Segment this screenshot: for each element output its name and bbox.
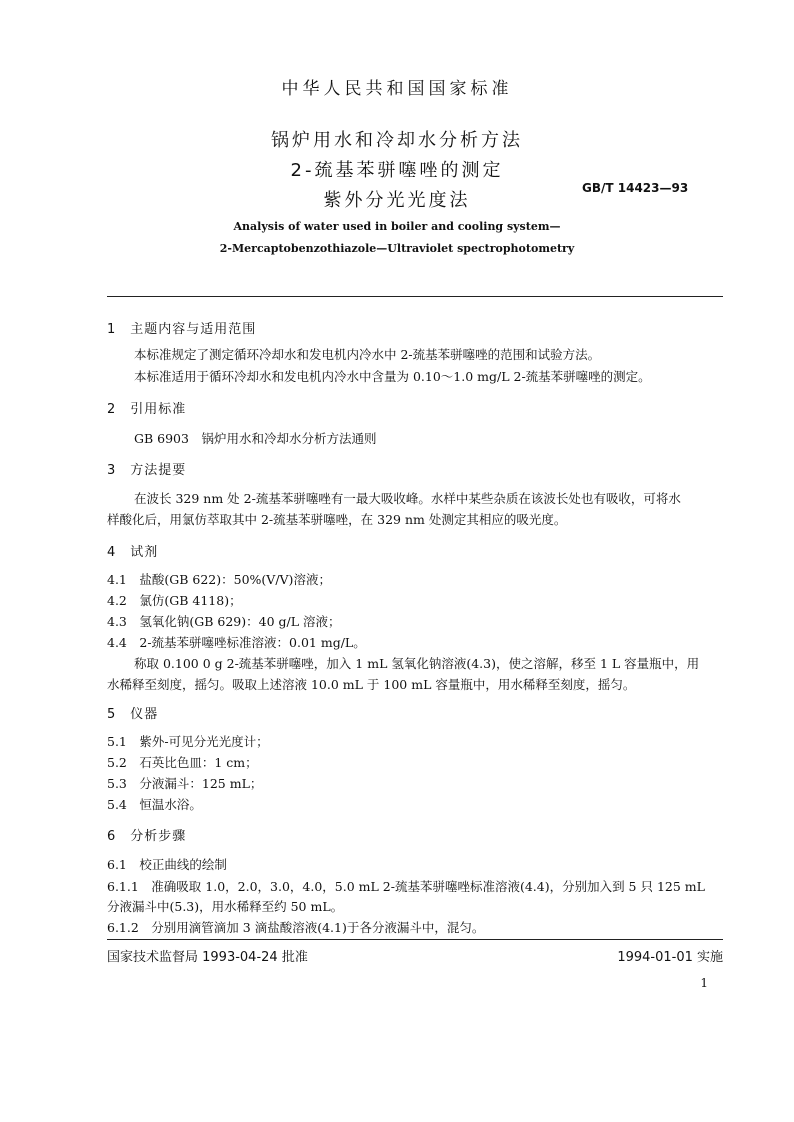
english-title-line-2: 2-Mercaptobenzothiazole—Ultraviolet spectrophotometry	[219, 242, 575, 255]
procedure-item-6-1-2: 6.1.2 分别用滴管滴加 3 滴盐酸溶液(4.1)于各分液漏斗中，混匀。	[107, 920, 485, 935]
section-1-paragraph-2: 本标准适用于循环冷却水和发电机内冷水中含量为 0.10～1.0 mg/L 2-巯基苯骈噻唑的测定。	[134, 369, 651, 384]
header-divider	[107, 296, 723, 297]
apparatus-item-5-1: 5.1 紫外-可见分光光度计；	[107, 734, 269, 749]
approval-date: 国家技术监督局 1993-04-24 批准	[107, 950, 308, 965]
section-4-heading: 4 试剂	[107, 545, 159, 560]
reagent-item-4-4: 4.4 2-巯基苯骈噻唑标准溶液：0.01 mg/L。	[107, 635, 366, 650]
footer-divider	[107, 939, 723, 940]
title-line-1: 锅炉用水和冷却水分析方法	[271, 130, 523, 151]
reagent-prep-line-1: 称取 0.100 0 g 2-巯基苯骈噻唑，加入 1 mL 氢氧化钠溶液(4.3)，使之溶解，移至 1 L 容量瓶中，用	[134, 656, 700, 671]
title-line-2: 2-巯基苯骈噻唑的测定	[290, 160, 504, 181]
section-3-line-2: 样酸化后，用氯仿萃取其中 2-巯基苯骈噻唑，在 329 nm 处测定其相应的吸光度。	[107, 512, 567, 527]
section-3-heading: 3 方法提要	[107, 463, 187, 478]
section-5-heading: 5 仪器	[107, 707, 159, 722]
standard-code: GB/T 14423—93	[582, 181, 689, 195]
page-number: 1	[700, 976, 708, 990]
english-title-line-1: Analysis of water used in boiler and cooling system—	[233, 220, 561, 233]
apparatus-item-5-3: 5.3 分液漏斗：125 mL；	[107, 776, 263, 791]
reagent-item-4-2: 4.2 氯仿(GB 4118)；	[107, 593, 242, 608]
procedure-item-6-1-1-line-1: 6.1.1 准确吸取 1.0，2.0，3.0，4.0，5.0 mL 2-巯基苯骈噻唑标准溶液(4.4)，分别加入到 5 只 125 mL	[107, 879, 705, 894]
section-1-paragraph-1: 本标准规定了测定循环冷却水和发电机内冷水中 2-巯基苯骈噻唑的范围和试验方法。	[134, 347, 601, 362]
apparatus-item-5-4: 5.4 恒温水浴。	[107, 797, 202, 812]
issuing-body: 中华人民共和国国家标准	[281, 79, 513, 99]
reagent-prep-line-2: 水稀释至刻度，摇匀。吸取上述溶液 10.0 mL 于 100 mL 容量瓶中，用水稀释至刻度，摇匀。	[107, 677, 636, 692]
section-3-line-1: 在波长 329 nm 处 2-巯基苯骈噻唑有一最大吸收峰。水样中某些杂质在该波长处也有吸收，可将水	[134, 491, 681, 506]
apparatus-item-5-2: 5.2 石英比色皿：1 cm；	[107, 755, 258, 770]
effective-date: 1994-01-01 实施	[617, 950, 723, 965]
section-6-heading: 6 分析步骤	[107, 829, 187, 844]
referenced-standard: GB 6903 锅炉用水和冷却水分析方法通则	[134, 431, 377, 446]
procedure-item-6-1: 6.1 校正曲线的绘制	[107, 857, 227, 872]
procedure-item-6-1-1-line-2: 分液漏斗中(5.3)，用水稀释至约 50 mL。	[107, 899, 344, 914]
section-1-heading: 1 主题内容与适用范围	[107, 322, 257, 337]
reagent-item-4-1: 4.1 盐酸(GB 622)：50%(V/V)溶液；	[107, 572, 331, 587]
title-line-3: 紫外分光光度法	[323, 190, 471, 211]
section-2-heading: 2 引用标准	[107, 402, 187, 417]
reagent-item-4-3: 4.3 氢氧化钠(GB 629)：40 g/L 溶液；	[107, 614, 341, 629]
